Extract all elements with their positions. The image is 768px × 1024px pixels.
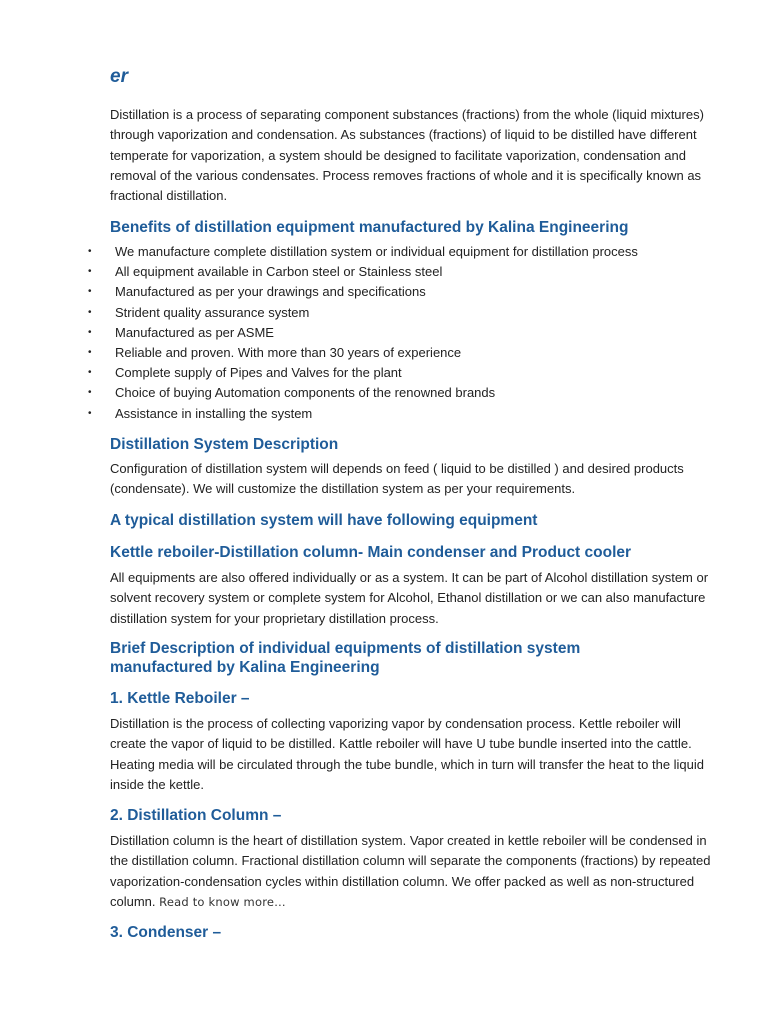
distillation-column-heading: 2. Distillation Column – xyxy=(110,807,282,824)
intro-paragraph: Distillation is a process of separating component substances (fractions) from the whole (liquid mixtures) through vaporization and condensation. As substances (fractions) of liquid to be distilled have different temperate for vaporization, a system should be designed to facilitate vaporization, condensation and removal of the various condensates. Process removes fractions of whole and it is specifically known as fractional distillation. xyxy=(110,107,704,204)
list-item: • Strident quality assurance system xyxy=(88,303,728,323)
distillation-column-paragraph: Distillation column is the heart of distillation system. Vapor created in kettle reboiler will be condensed in the distillation column. Fractional distillation column will separate the components (fractions) by repeated vaporization-condensation cycles within distillation column. We offer packed as well as non-structured column. Read to know more… xyxy=(110,833,711,909)
list-item: • Manufactured as per your drawings and specifications xyxy=(88,282,728,302)
system-description-heading: Distillation System Description xyxy=(110,436,339,453)
benefits-heading: Benefits of distillation equipment manufactured by Kalina Engineering xyxy=(110,219,629,236)
equipment-chain-heading: Kettle reboiler-Distillation column- Main condenser and Product cooler xyxy=(110,544,632,561)
kettle-reboiler-heading: 1. Kettle Reboiler – xyxy=(110,690,250,707)
list-item: • We manufacture complete distillation system or individual equipment for distillation process xyxy=(88,242,728,262)
bullet-icon: • xyxy=(88,246,92,257)
list-item: • Reliable and proven. With more than 30 years of experience xyxy=(88,343,728,363)
bullet-icon: • xyxy=(88,306,92,318)
page-title-fragment: er xyxy=(110,66,128,87)
list-item: • Manufactured as per ASME xyxy=(88,323,728,343)
read-more-link[interactable]: Read to know more… xyxy=(159,894,286,909)
benefits-list xyxy=(88,242,728,424)
bullet-icon: • xyxy=(88,387,92,399)
bullet-icon: • xyxy=(88,266,92,278)
bullet-icon: • xyxy=(88,367,92,379)
typical-system-heading: A typical distillation system will have following equipment xyxy=(110,512,538,529)
brief-description-heading: Brief Description of individual equipments of distillation system manufactured by Kalina Engineering xyxy=(110,640,581,676)
list-item: • Assistance in installing the system xyxy=(88,404,728,424)
condenser-heading: 3. Condenser – xyxy=(110,924,222,941)
bullet-icon: • xyxy=(88,347,92,359)
kettle-reboiler-paragraph: Distillation is the process of collecting vaporizing vapor by condensation process. Kettle reboiler will create the vapor of liquid to be distilled. Kattle reboiler will have U tube bundle inserted into the cattle. Heating media will be circulated through the tube bundle, which in turn will transfer the heat to the liquid inside the kettle. xyxy=(110,716,705,792)
bullet-icon: • xyxy=(88,286,92,298)
bullet-icon: • xyxy=(88,407,92,419)
system-description-paragraph: Configuration of distillation system will depends on feed ( liquid to be distilled ) and desired products (condensate). We will customize the distillation system as per your requirements. xyxy=(110,461,684,497)
list-item: • All equipment available in Carbon steel or Stainless steel xyxy=(88,262,728,282)
list-item: • Choice of buying Automation components of the renowned brands xyxy=(88,383,728,403)
list-item: • Complete supply of Pipes and Valves for the plant xyxy=(88,363,728,383)
equipments-paragraph: All equipments are also offered individually or as a system. It can be part of Alcohol distillation system or solvent recovery system or complete system for Alcohol, Ethanol distillation or we can also manufacture distillation system for your proprietary distillation process. xyxy=(110,570,709,626)
bullet-icon: • xyxy=(88,326,92,338)
